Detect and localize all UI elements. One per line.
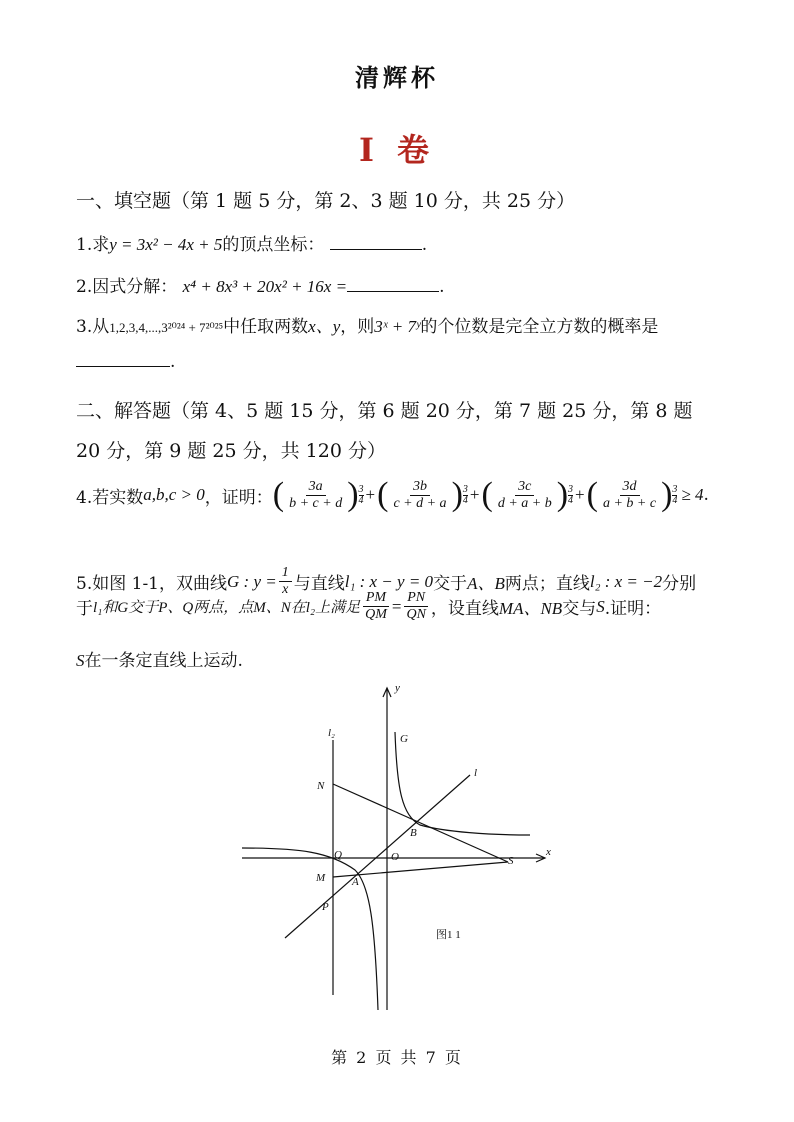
q4-term	[377, 478, 468, 512]
q5-text-2b: ，设直线	[430, 599, 499, 619]
q1-prefix: 1.求	[76, 235, 110, 255]
q5-text-1a: 5.如图 1-1，双曲线	[76, 574, 227, 594]
q5-ratio-pm-qm	[362, 590, 390, 623]
q4-plus-sign: +	[469, 485, 480, 504]
q4-numerator: 3b	[410, 479, 430, 496]
q4-prefix: 4.若实数	[76, 487, 144, 508]
q5-text-1d: 两点；直线	[504, 574, 590, 594]
q4-exponent	[463, 485, 468, 506]
q4-inequality	[273, 478, 678, 512]
q5-line-l1: l₁ : x − y = 0	[344, 571, 434, 591]
line-nb	[333, 784, 508, 862]
line-l1	[285, 775, 470, 938]
question-1	[76, 230, 427, 255]
q4-exponent-num: 3	[462, 483, 468, 495]
q3-set: 1,2,3,4,...,3²⁰²⁴ + 7²⁰²⁵	[109, 320, 224, 335]
q4-left-paren: (	[272, 476, 285, 513]
label-l: l	[474, 767, 478, 779]
label-g: G	[400, 733, 408, 745]
label-y: y	[395, 682, 400, 694]
q4-left-paren: (	[377, 476, 389, 513]
label-b: B	[410, 827, 417, 839]
q5-text-2c: 交与	[562, 599, 597, 619]
q3-end: .	[170, 352, 176, 372]
line-ma	[333, 862, 508, 877]
q4-denominator: c + d + a	[393, 495, 447, 511]
q3-mid2: ，则	[340, 317, 375, 337]
q4-denominator: d + a + b	[497, 495, 552, 511]
q5-text-2a: 于	[76, 599, 93, 619]
q5-text-1c: 交于	[433, 574, 468, 594]
q1-end: .	[421, 235, 428, 255]
q4-fraction	[600, 479, 659, 512]
q3-expr: 3ˣ + 7ʸ	[374, 317, 421, 336]
q2-answer-blank[interactable]	[347, 277, 439, 292]
q5-text-2d: .证明：	[604, 599, 662, 619]
q5-text-1b: 与直线	[293, 574, 345, 594]
q5-points-ab: A、B	[467, 574, 505, 593]
section-2-heading-line-1: 二、解答题（第 4、5 题 15 分，第 6 题 20 分，第 7 题 25 分，第 8 题	[76, 400, 693, 422]
q4-denominator: b + c + d	[289, 495, 343, 511]
q4-term	[273, 478, 364, 512]
hyperbola-branch-lower	[242, 848, 378, 1010]
label-l2: l₂	[328, 727, 335, 739]
q4-term	[587, 478, 678, 512]
q5-curve-frac-den: x	[282, 582, 289, 597]
section-2-heading-line-2: 20 分，第 9 题 25 分，共 120 分）	[76, 440, 386, 462]
q4-denominator: a + b + c	[602, 495, 657, 511]
label-a: A	[352, 876, 359, 888]
question-3-answer-line	[76, 352, 175, 372]
q5-pm: PM	[363, 590, 389, 607]
label-x: x	[546, 846, 551, 858]
q4-exponent-num: 3	[358, 483, 364, 495]
q5-ratio-pn-qn	[403, 590, 428, 623]
q4-end: .	[703, 485, 709, 505]
q4-fraction	[495, 479, 555, 512]
page-title: 清辉杯	[355, 63, 439, 92]
q4-plus-sign: +	[365, 485, 376, 504]
label-m: M	[316, 872, 326, 884]
q4-exponent	[672, 485, 677, 506]
q4-term	[481, 478, 573, 512]
q4-right-paren: )	[347, 476, 359, 513]
q3-mid: 中任取两数	[223, 317, 309, 337]
label-n: N	[317, 780, 325, 792]
q5-curve: G : y =	[227, 571, 277, 591]
label-o: O	[391, 851, 399, 863]
q5-line3-text: 在一条定直线上运动.	[84, 651, 243, 671]
q2-end: .	[439, 277, 445, 297]
label-s: S	[508, 855, 514, 867]
q4-exponent-den: 4	[358, 494, 364, 506]
question-5-line-3	[76, 646, 243, 671]
label-q: Q	[334, 849, 342, 861]
q4-plus-sign: +	[575, 485, 585, 504]
q4-fraction	[286, 479, 345, 512]
q4-exponent-den: 4	[462, 494, 468, 506]
q5-qn: QN	[406, 607, 426, 622]
q4-right-paren: )	[661, 476, 673, 513]
hyperbola-branch-upper	[395, 732, 530, 835]
q4-exponent-den: 4	[568, 494, 574, 506]
q3-answer-blank[interactable]	[76, 352, 170, 367]
q3-suffix: 的个位数是完全立方数的概率是	[420, 317, 659, 337]
q5-line3-s: S	[76, 651, 85, 670]
q2-formula: x⁴ + 8x³ + 20x² + 16x =	[182, 277, 348, 296]
q5-line-l2: l₂ : x = −2	[589, 571, 663, 591]
q5-lines-ma-nb: MA、NB	[498, 599, 563, 618]
q4-exponent	[359, 485, 364, 506]
q4-fraction	[390, 479, 449, 512]
q4-numerator: 3c	[515, 479, 534, 496]
q4-exponent-den: 4	[672, 494, 678, 506]
q2-prefix: 2.因式分解：	[76, 277, 178, 297]
figure-caption: 图1 1	[436, 929, 461, 941]
q4-right-paren: )	[451, 476, 463, 513]
q5-condition: l₁和G交于P、Q两点，点M、N在l₂上满足	[93, 600, 361, 616]
q3-vars: x、y	[308, 317, 341, 336]
q5-point-s: S	[596, 596, 605, 616]
q4-exponent-num: 3	[672, 483, 678, 495]
label-p: P	[322, 901, 329, 913]
q4-condition: a,b,c > 0	[143, 485, 205, 504]
q3-prefix: 3.从	[76, 317, 110, 337]
q4-mid: ，证明：	[204, 487, 273, 508]
q4-left-paren: (	[481, 476, 493, 513]
q1-suffix: 的顶点坐标：	[222, 235, 325, 255]
q1-formula: y = 3x² − 4x + 5	[109, 235, 223, 254]
q4-left-paren: (	[586, 476, 598, 513]
question-2	[76, 272, 444, 297]
section-1-heading: 一、填空题（第 1 题 5 分，第 2、3 题 10 分，共 25 分）	[76, 190, 576, 212]
figure-1-1	[230, 680, 570, 1020]
question-4	[76, 478, 709, 512]
volume-heading: I 卷	[358, 131, 436, 169]
q5-pn: PN	[404, 590, 428, 607]
q4-exponent	[568, 485, 573, 506]
q1-answer-blank[interactable]	[330, 235, 422, 250]
question-5-line-2: 于 l₁和G交于P、Q两点，点M、N在l₂上满足 $\frac{PM}{QM}$ = $\frac{PN}{QN}$ ，设直线 MA、NB 交与 S .证明：	[76, 590, 662, 622]
question-3	[76, 312, 658, 337]
q5-text-1e: 分别	[662, 574, 697, 594]
page-footer: 第 2 页 共 7 页	[331, 1048, 463, 1067]
q5-qm: QM	[365, 607, 387, 622]
q4-right-paren: )	[556, 476, 569, 513]
q4-exponent-num: 3	[568, 483, 574, 495]
q4-numerator: 3d	[620, 479, 640, 496]
q4-rhs: ≥ 4	[681, 485, 704, 504]
q4-numerator: 3a	[306, 479, 326, 496]
q5-curve-frac-num: 1	[279, 565, 292, 582]
